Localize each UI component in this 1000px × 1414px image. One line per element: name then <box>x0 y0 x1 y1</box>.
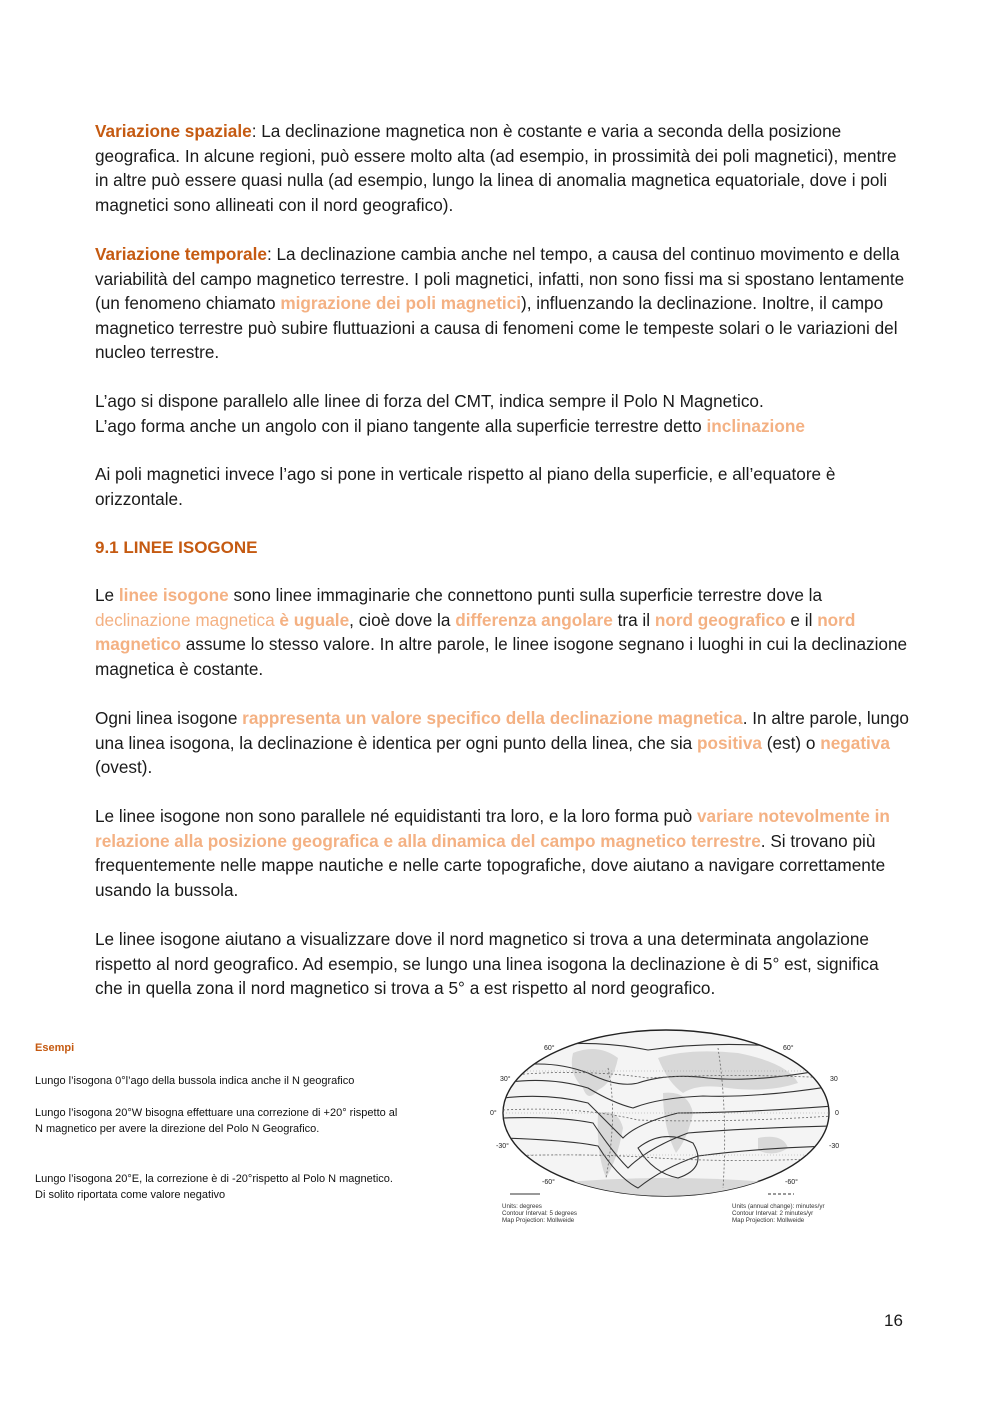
highlight-nord-geografico: nord geografico <box>654 609 786 630</box>
text: Ogni linea isogone <box>95 708 243 728</box>
paragraph-variazione-temporale <box>95 242 910 365</box>
text: : La declinazione cambia anche nel tempo, a causa del continuo movimento e della variabilità del campo magnetico terrestre. I poli magnetici, infatti, non sono fissi ma si spostano lentamente (un fenomeno chiamato <box>95 244 905 314</box>
legend-right-projection: Map Projection: Mollweide <box>732 1217 805 1224</box>
paragraph-ago <box>95 389 910 438</box>
highlight-declinazione: declinazione magnetica <box>95 609 275 630</box>
legend-right-interval: Contour Interval: 2 minutes/yr <box>732 1210 814 1217</box>
term-variazione-spaziale: Variazione spaziale <box>95 121 252 141</box>
examples-title: Esempi <box>35 1042 75 1054</box>
highlight-valore: rappresenta un valore specifico della declinazione magnetica <box>242 708 743 728</box>
paragraph-non-parallele <box>95 804 910 902</box>
text: sono linee immaginarie che connettono punti sulla superficie terrestre dove la <box>228 585 823 605</box>
text: assume lo stesso valore. In altre parole, le linee isogone segnano i luoghi in cui la declinazione magnetica è costante. <box>95 634 908 679</box>
paragraph-linee-isogone-def <box>95 583 910 681</box>
paragraph-visualizzare: Le linee isogone aiutano a visualizzare dove il nord magnetico si trova a una determinata angolazione rispetto al nord geografico. Ad esempio, se lungo una linea isogona la declinazione è di 5° est, significa che in quella zona il nord magnetico si trova a 5° a est rispetto al nord geografico. <box>95 929 879 999</box>
text: . In altre parole, lungo una linea isogona, la declinazione è identica per ogni punto della linea, che sia <box>95 708 909 753</box>
highlight-uguale: è uguale <box>274 609 350 630</box>
paragraph-variazione-spaziale <box>95 119 910 217</box>
right-label-0: 0 <box>835 1110 839 1117</box>
lat-label-30: 30° <box>500 1076 511 1083</box>
highlight-positiva: positiva <box>697 732 762 753</box>
right-label-neg30: -30 <box>829 1143 840 1150</box>
paragraph-poli: Ai poli magnetici invece l’ago si pone in verticale rispetto al piano della superficie, e all’equatore è orizzontale. <box>95 464 836 509</box>
highlight-differenza: differenza angolare <box>455 609 613 630</box>
text: (est) o <box>761 732 821 753</box>
text: Le linee isogone non sono parallele né equidistanti tra loro, e la loro forma può <box>95 806 697 826</box>
legend-right-units: Units (annual change): minutes/yr <box>732 1203 825 1210</box>
isogonic-world-map <box>488 1028 843 1233</box>
lat-label-0: 0° <box>490 1110 497 1117</box>
text: e il <box>785 609 818 630</box>
lat-label-60: 60° <box>544 1045 555 1052</box>
ago-line-2 <box>95 414 910 439</box>
right-label-neg60: -60° <box>785 1179 798 1186</box>
example-1: Lungo l’isogona 0°l’ago della bussola indica anche il N geografico <box>35 1075 355 1087</box>
highlight-linee-isogone: linee isogone <box>118 585 229 605</box>
highlight-migrazione: migrazione dei poli magnetici <box>280 293 522 314</box>
page-number: 16 <box>884 1311 903 1330</box>
example-2: Lungo l’isogona 20°W bisogna effettuare una correzione di +20° rispetto al N magnetico per avere la direzione del Polo N Geografico. <box>35 1107 398 1135</box>
text: . Si trovano più frequentemente nelle mappe nautiche e nelle carte topografiche, dove aiutano a navigare correttamente usando la bussola. <box>95 830 886 900</box>
text: tra il <box>612 609 655 630</box>
text: Le <box>95 585 119 605</box>
legend-left-projection: Map Projection: Mollweide <box>502 1217 575 1224</box>
term-variazione-temporale: Variazione temporale <box>95 244 267 264</box>
highlight-nord-magnetico: nord magnetico <box>95 609 856 655</box>
text: ), influenzando la declinazione. Inoltre, il campo magnetico terrestre può subire fluttuazioni a causa di fenomeni come le tempeste solari o le variazioni del nucleo terrestre. <box>95 293 898 363</box>
highlight-variare: variare notevolmente in relazione alla posizione geografica e alla dinamica del campo magnetico terrestre <box>95 806 890 851</box>
lat-label-neg60: -60° <box>542 1179 555 1186</box>
paragraph-valore-specifico <box>95 706 910 780</box>
legend-left-units: Units: degrees <box>502 1203 542 1210</box>
right-label-60: 60° <box>783 1045 794 1052</box>
highlight-inclinazione: inclinazione <box>706 415 805 436</box>
text: : La declinazione magnetica non è costante e varia a seconda della posizione geografica. In alcune regioni, può essere molto alta (ad esempio, in prossimità dei poli magnetici), mentre in altre può essere quasi nulla (ad esempio, lungo la linea di anomalia magnetica equatoriale, dove i poli magnetici sono allineati con il nord geografico). <box>95 121 897 215</box>
ago-line-1: L’ago si dispone parallelo alle linee di forza del CMT, indica sempre il Polo N Magnetico. <box>95 391 764 411</box>
text: (ovest). <box>95 757 153 778</box>
landmass-antarctica <box>508 1178 828 1203</box>
legend-left-interval: Contour Interval: 5 degrees <box>502 1210 577 1217</box>
example-3: Lungo l’isogona 20°E, la correzione è di -20°rispetto al Polo N magnetico. Di solito riportata come valore negativo <box>35 1173 393 1201</box>
text: , cioè dove la <box>349 609 456 630</box>
section-heading: 9.1 LINEE ISOGONE <box>95 538 258 557</box>
lat-label-neg30: -30° <box>496 1143 509 1150</box>
text: L’ago forma anche un angolo con il piano tangente alla superficie terrestre detto <box>95 415 707 436</box>
highlight-negativa: negativa <box>820 732 890 753</box>
right-label-30: 30 <box>830 1076 838 1083</box>
